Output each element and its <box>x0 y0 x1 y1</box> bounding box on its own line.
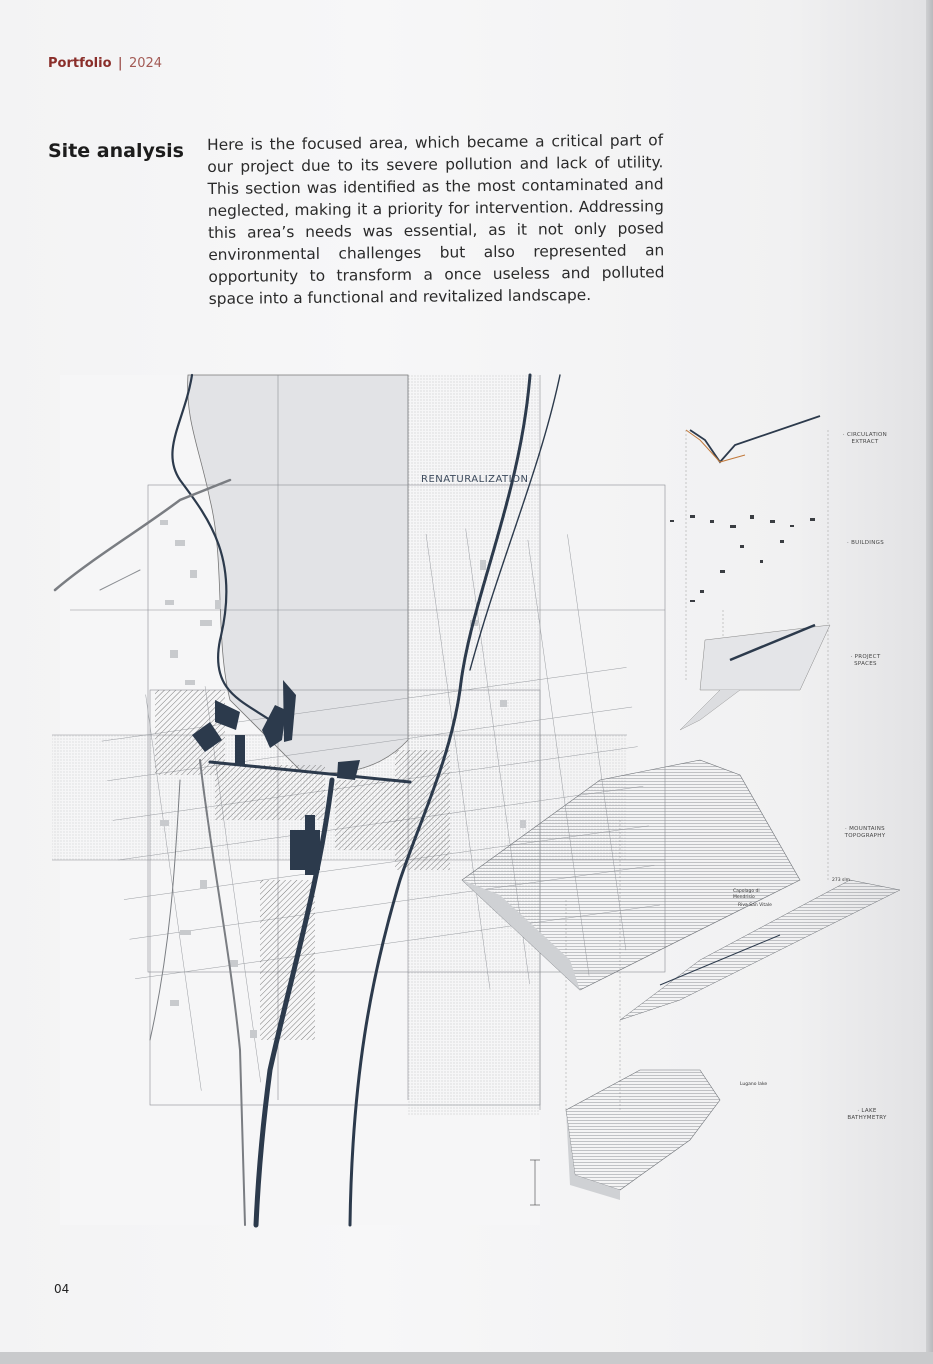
layer-label-lake: · LAKE BATHYMETRY <box>847 1108 887 1121</box>
header-year: 2024 <box>128 56 163 71</box>
site-analysis-figure <box>40 365 920 1245</box>
page-header <box>48 56 162 71</box>
header-separator: | <box>118 56 123 71</box>
section-title: Site analysis <box>48 140 184 162</box>
page-number: 04 <box>54 1282 70 1296</box>
topo-peak-label: Capolago di Mendrisio <box>733 889 760 900</box>
topo-elevation-label: 273 slm <box>832 878 850 883</box>
lake-name-label: Lugano lake <box>740 1082 768 1087</box>
layer-label-project-spaces: · PROJECT SPACES <box>850 654 881 667</box>
layer-label-circulation: · CIRCULATION EXTRACT <box>842 432 888 445</box>
section-body: Here is the focused area, which became a critical part of our project due to its severe pollution and lack of utility. This section was identified as the most contaminated and neglected, making it a priority for intervention. Addressing this area’s needs was essential, as it not only posed environmental challenges but also represented an opportunity to transform a once useless and polluted space into a functional and revitalized landscape. <box>207 131 665 308</box>
topo-river-label: Riva San Vitale <box>738 903 772 908</box>
page-shadow-strip <box>0 1352 933 1364</box>
page-edge <box>926 0 933 1364</box>
layer-label-mountains: · MOUNTAINS TOPOGRAPHY <box>844 826 886 839</box>
portfolio-label: Portfolio <box>48 56 112 71</box>
layer-label-buildings: · BUILDINGS <box>846 540 884 546</box>
renaturalization-label: RENATURALIZATION <box>421 474 529 485</box>
